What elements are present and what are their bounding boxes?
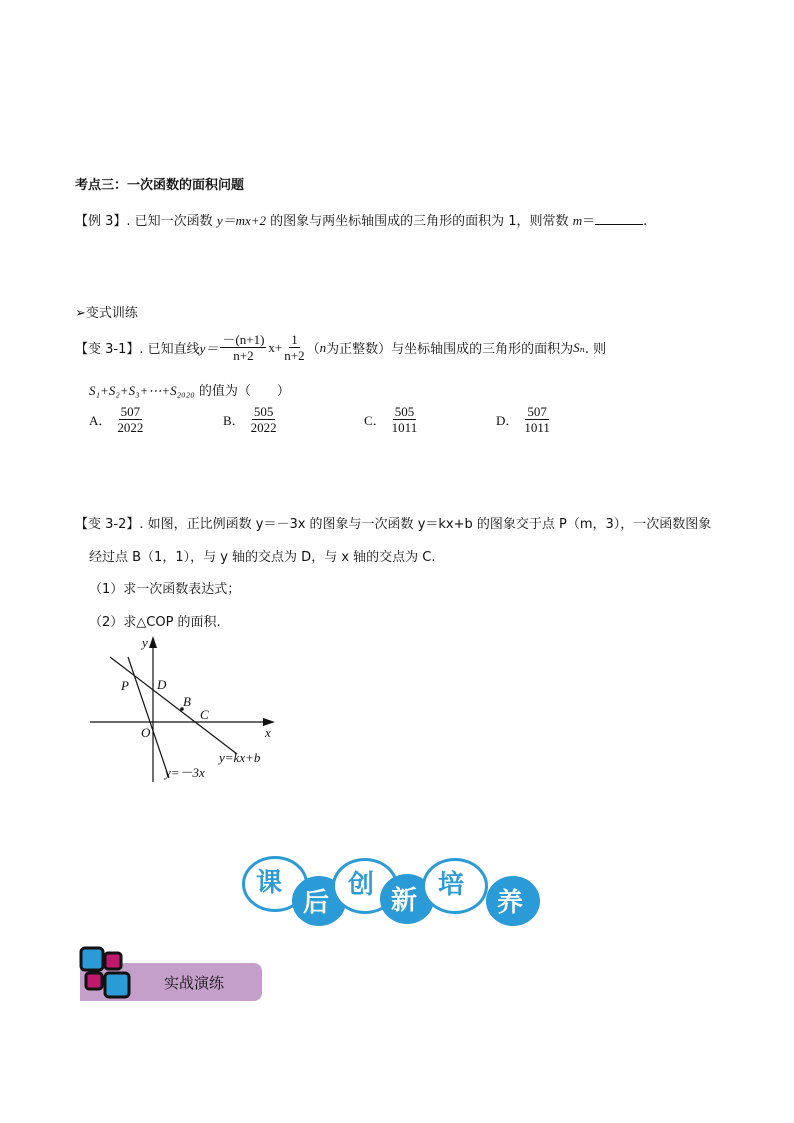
y-arrow-icon bbox=[149, 636, 157, 648]
text: . 已知直线 bbox=[139, 342, 200, 357]
text: . 已知一次函数 bbox=[126, 214, 217, 229]
practice-heading: ➢变式训练 bbox=[75, 306, 138, 321]
label-x: x bbox=[265, 725, 271, 740]
text: ＝ bbox=[582, 214, 596, 229]
practice-tag-label: 实战演练 bbox=[164, 974, 225, 992]
option-letter: B． bbox=[223, 413, 245, 428]
option-letter: A． bbox=[89, 413, 112, 428]
var: n bbox=[319, 339, 327, 355]
numerator: 505 bbox=[253, 404, 274, 419]
denominator: 1011 bbox=[524, 420, 550, 435]
denominator: n+2 bbox=[233, 348, 254, 363]
numerator: 507 bbox=[120, 404, 141, 419]
option-letter: C． bbox=[364, 413, 386, 428]
text: 的值为（ ） bbox=[194, 384, 290, 399]
text: . bbox=[643, 214, 648, 229]
banner-char: 养 bbox=[497, 888, 524, 918]
text: . 则 bbox=[584, 342, 607, 357]
formula: y＝ bbox=[199, 341, 219, 356]
numerator: 505 bbox=[394, 404, 415, 419]
sum-formula: S₁+S₂+S₃+⋯+S₂₀₂₀ bbox=[89, 383, 195, 398]
line-kx-plus-b bbox=[110, 657, 237, 754]
label-line1: y=kx+b bbox=[219, 750, 261, 765]
label-y: y bbox=[142, 635, 148, 650]
numerator: 1 bbox=[291, 332, 298, 347]
label-p: P bbox=[121, 678, 129, 693]
variant-label: 【变 3-1】 bbox=[75, 342, 140, 357]
banner-char: 新 bbox=[391, 886, 418, 916]
denominator: 2022 bbox=[117, 420, 144, 435]
question-1: （1）求一次函数表达式； bbox=[89, 582, 241, 597]
variant-label: 【变 3-2】 bbox=[75, 517, 140, 532]
practice-tag-icon bbox=[78, 945, 134, 1001]
denominator: n+2 bbox=[284, 348, 305, 363]
option-letter: D． bbox=[496, 413, 519, 428]
var: m bbox=[572, 213, 583, 228]
label-c: C bbox=[200, 707, 209, 722]
section-title: 考点三：一次函数的面积问题 bbox=[75, 178, 245, 193]
text: 为正整数）与坐标轴围成的三角形的面积为 bbox=[326, 342, 574, 357]
numerator: －(n+1) bbox=[222, 332, 265, 347]
label-o: O bbox=[141, 725, 151, 740]
text: （ bbox=[306, 342, 320, 357]
banner-char: 课 bbox=[256, 868, 283, 898]
text: x+ bbox=[268, 339, 283, 355]
variant-3-2-line2: 经过点 B（1，1），与 y 轴的交点为 D，与 x 轴的交点为 C. bbox=[89, 550, 436, 565]
banner-char: 培 bbox=[438, 870, 465, 900]
denominator: 2022 bbox=[250, 420, 277, 435]
banner-char: 后 bbox=[303, 888, 330, 918]
numerator: 507 bbox=[527, 404, 547, 419]
text: . 如图，正比例函数 y＝－3x 的图象与一次函数 y＝kx+b 的图象交于点 P（m，3），一次函数图象 bbox=[139, 517, 712, 532]
label-d: D bbox=[157, 677, 167, 692]
label-line2: y=－3x bbox=[165, 765, 205, 780]
banner-kehou-chuangxin-peiyang bbox=[240, 852, 550, 927]
line-neg-3x bbox=[128, 657, 169, 778]
label-b: B bbox=[183, 694, 191, 709]
banner-char: 创 bbox=[348, 870, 375, 900]
text: 的图象与两坐标轴围成的三角形的面积为 1，则常数 bbox=[266, 214, 573, 229]
var: Sₙ bbox=[573, 339, 585, 355]
denominator: 1011 bbox=[391, 420, 418, 435]
formula: y＝mx+2 bbox=[216, 213, 267, 228]
example-label: 【例 3】 bbox=[75, 214, 127, 229]
question-2: （2）求△COP 的面积. bbox=[89, 615, 221, 630]
